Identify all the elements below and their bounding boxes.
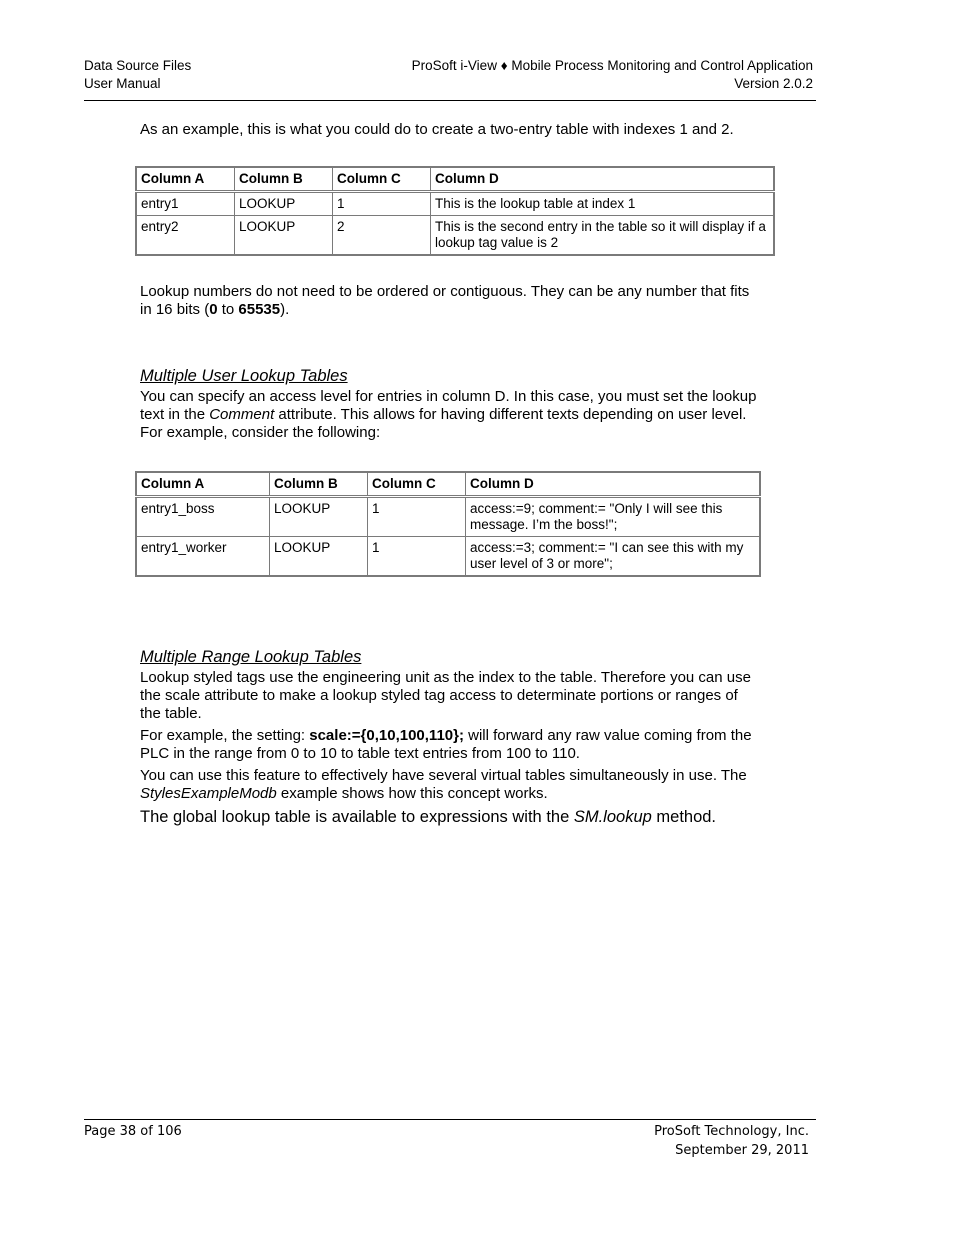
doc-section-name: Data Source Files xyxy=(84,58,192,73)
table-cell: LOOKUP xyxy=(235,192,333,216)
table-cell: This is the lookup table at index 1 xyxy=(431,192,775,216)
table-cell: 1 xyxy=(368,537,466,577)
table-cell: LOOKUP xyxy=(270,537,368,577)
table-row xyxy=(136,216,774,256)
page-header-right xyxy=(412,57,813,93)
product-title: ProSoft i-View ♦ Mobile Process Monitoring and Control Application xyxy=(411,58,813,73)
table-header-row xyxy=(136,167,774,192)
table-row xyxy=(136,497,760,537)
table-header-cell: Column C xyxy=(368,472,466,497)
table-cell: 2 xyxy=(333,216,431,256)
table-cell: access:=9; comment:= "Only I will see this message. I’m the boss!"; xyxy=(466,497,761,537)
section-heading: Multiple Range Lookup Tables xyxy=(140,648,362,666)
version-label: Version 2.0.2 xyxy=(734,76,813,91)
table-header-row xyxy=(136,472,760,497)
section-multiple-user: Multiple User Lookup Tables You can specify an access level for entries in column D. In this case, you must set the lookup text in the Comment attribute. This allows for having different texts depending on user level. For example, consider the following: xyxy=(140,366,760,442)
table-header-cell: Column B xyxy=(235,167,333,192)
table-cell: LOOKUP xyxy=(270,497,368,537)
company-name: ProSoft Technology, Inc. xyxy=(654,1124,809,1139)
user-level-lookup-table xyxy=(135,471,761,577)
table-header-cell: Column A xyxy=(136,167,235,192)
table-cell: LOOKUP xyxy=(235,216,333,256)
lookup-numbers-paragraph: Lookup numbers do not need to be ordered or contiguous. They can be any number that fits in 16 bits (0 to 65535). xyxy=(140,283,750,318)
table-cell: entry1 xyxy=(136,192,235,216)
section-heading: Multiple User Lookup Tables xyxy=(140,367,348,385)
table-cell: entry2 xyxy=(136,216,235,256)
page-footer-right xyxy=(654,1122,809,1160)
table-header-cell: Column C xyxy=(333,167,431,192)
table-cell: This is the second entry in the table so it will display if a lookup tag value is 2 xyxy=(431,216,775,256)
page-number: Page 38 of 106 xyxy=(84,1124,182,1139)
table-cell: 1 xyxy=(368,497,466,537)
table-cell: 1 xyxy=(333,192,431,216)
page-header-left xyxy=(84,57,191,93)
section-multiple-range: Multiple Range Lookup Tables Lookup styled tags use the engineering unit as the index to the table. Therefore you can use the scale attribute to make a lookup styled tag access to determinate portions or ranges of the table. For example, the setting: scale:={0,10,100,110}; will forward any raw value coming from the PLC in the range from 0 to 10 to table text entries from 100 to 110. You can use this feature to effectively have several virtual tables simultaneously in use. The StylesExampleModb example shows how this concept works. The global lookup table is available to expressions with the SM.lookup method. xyxy=(140,647,760,828)
table-row xyxy=(136,192,774,216)
header-divider xyxy=(84,100,816,101)
doc-type: User Manual xyxy=(84,76,161,91)
table-row xyxy=(136,537,760,577)
table-header-cell: Column A xyxy=(136,472,270,497)
table-cell: access:=3; comment:= "I can see this with my user level of 3 or more"; xyxy=(466,537,761,577)
publish-date: September 29, 2011 xyxy=(675,1143,809,1158)
table-cell: entry1_worker xyxy=(136,537,270,577)
table-cell: entry1_boss xyxy=(136,497,270,537)
footer-divider xyxy=(84,1119,816,1120)
table-header-cell: Column B xyxy=(270,472,368,497)
intro-paragraph: As an example, this is what you could do to create a two-entry table with indexes 1 and 2. xyxy=(140,121,734,138)
lookup-table-example xyxy=(135,166,775,256)
table-header-cell: Column D xyxy=(466,472,761,497)
table-header-cell: Column D xyxy=(431,167,775,192)
